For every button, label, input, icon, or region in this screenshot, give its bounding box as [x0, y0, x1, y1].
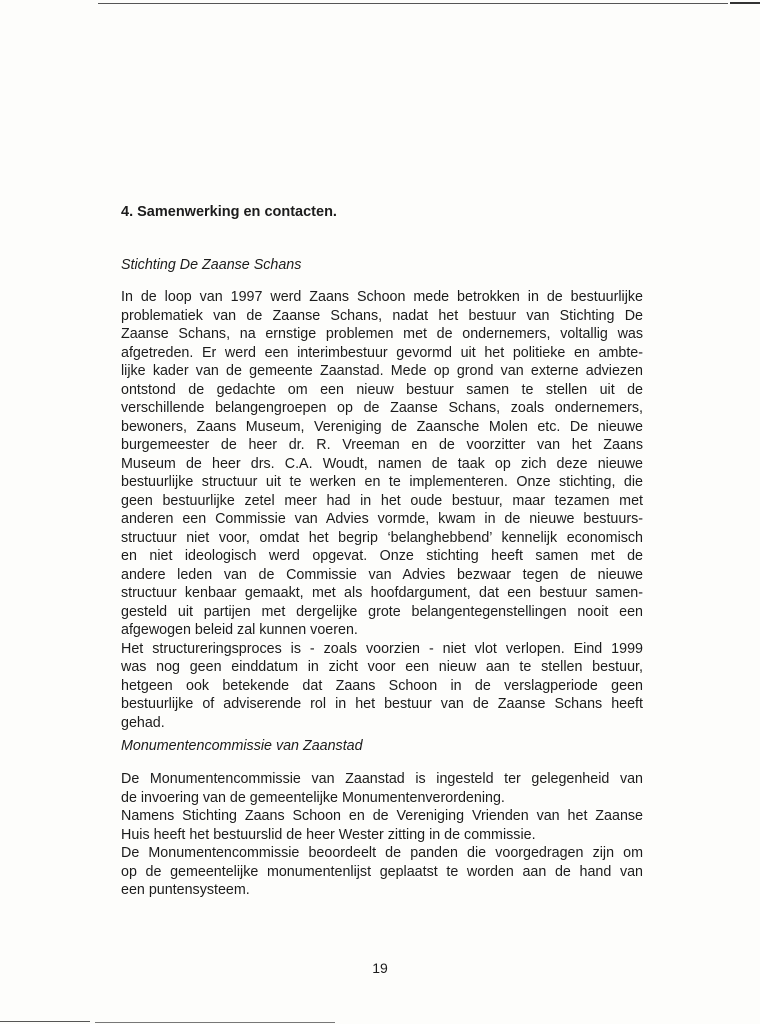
paragraph-zaanse-schans [121, 288, 643, 732]
text-line: andere leden van de Commissie van Advies bezwaar tegen de nieuwe [121, 566, 643, 583]
text-line: was nog geen einddatum in zicht voor een nieuw aan te stellen bestuur, [121, 659, 643, 675]
text-line: structuur kenbaar gemaakt, met als hoofdargument, dat een bestuur samen- [121, 585, 643, 601]
text-line: de invoering van de gemeentelijke Monumentenverordening. [121, 789, 505, 806]
text-line: op de gemeentelijke monumentenlijst geplaatst te worden aan de hand van [121, 863, 643, 880]
text-line: bestuurlijke of adviserende rol in het bestuur van de Zaanse Schans heeft [121, 696, 643, 712]
text-line: In de loop van 1997 werd Zaans Schoon mede betrokken in de bestuurlijke [121, 289, 643, 305]
text-line: Namens Stichting Zaans Schoon en de Vereniging Vrienden van het Zaanse [121, 808, 643, 824]
section-heading: 4. Samenwerking en contacten. [121, 204, 337, 220]
subsection-title-monumentencommissie: Monumentencommissie van Zaanstad [121, 738, 363, 754]
subsection-title-zaanse-schans: Stichting De Zaanse Schans [121, 257, 302, 273]
text-line: Zaanse Schans, na ernstige problemen met de ondernemers, voltallig was [121, 326, 643, 342]
text-line: afgetreden. Er werd een interimbestuur gevormd uit het politieke en ambte- [121, 344, 643, 361]
text-line: Huis heeft het bestuurslid de heer Wester zitting in de commissie. [121, 826, 536, 843]
text-line: problematiek van de Zaanse Schans, nadat het bestuur van Stichting De [121, 307, 643, 324]
text-line: De Monumentencommissie beoordeelt de panden die voorgedragen zijn om [121, 845, 643, 861]
text-line: gehad. [121, 714, 165, 731]
text-line: De Monumentencommissie van Zaanstad is ingesteld ter gelegenheid van [121, 771, 643, 787]
page-number: 19 [372, 960, 388, 976]
paragraph-monumentencommissie [121, 770, 643, 900]
text-line: Museum de heer drs. C.A. Woudt, namen de taak op zich deze nieuwe [121, 455, 643, 472]
text-line: geen bestuurlijke zetel meer had in het oude bestuur, maar tezamen met [121, 492, 643, 509]
text-line: Het structureringsproces is - zoals voorzien - niet vlot verlopen. Eind 1999 [121, 640, 643, 657]
scan-edge-top-right [730, 2, 760, 4]
text-line: afgewogen beleid zal kunnen voeren. [121, 622, 358, 638]
scan-edge-top [98, 3, 728, 4]
scan-edge-bottom [95, 1022, 335, 1023]
text-line: burgemeester de heer dr. R. Vreeman en de voorzitter van het Zaans [121, 437, 643, 453]
text-line: ontstond de gedachte om een nieuw bestuur samen te stellen uit de [121, 381, 643, 398]
text-line: gesteld uit partijen met dergelijke grote belangentegenstellingen nooit een [121, 603, 643, 620]
text-line: en niet ideologisch werd opgevat. Onze stichting heeft samen met de [121, 548, 643, 564]
text-line: verschillende belangengroepen op de Zaanse Schans, zoals ondernemers, [121, 400, 643, 416]
text-line: structuur niet voor, omdat het begrip ‘belanghebbend’ kennelijk economisch [121, 529, 643, 546]
text-line: anderen een Commissie van Advies vormde, kwam in de nieuwe bestuurs- [121, 511, 643, 527]
text-line: een puntensysteem. [121, 882, 250, 898]
text-line: bestuurlijke structuur uit te werken en te implementeren. Onze stichting, die [121, 474, 643, 490]
scan-edge-bottom-left [0, 1021, 90, 1022]
text-line: bewoners, Zaans Museum, Vereniging de Zaansche Molen etc. De nieuwe [121, 418, 643, 435]
text-line: lijke kader van de gemeente Zaanstad. Mede op grond van externe adviezen [121, 363, 643, 379]
text-line: hetgeen ook betekende dat Zaans Schoon in de verslagperiode geen [121, 677, 643, 694]
